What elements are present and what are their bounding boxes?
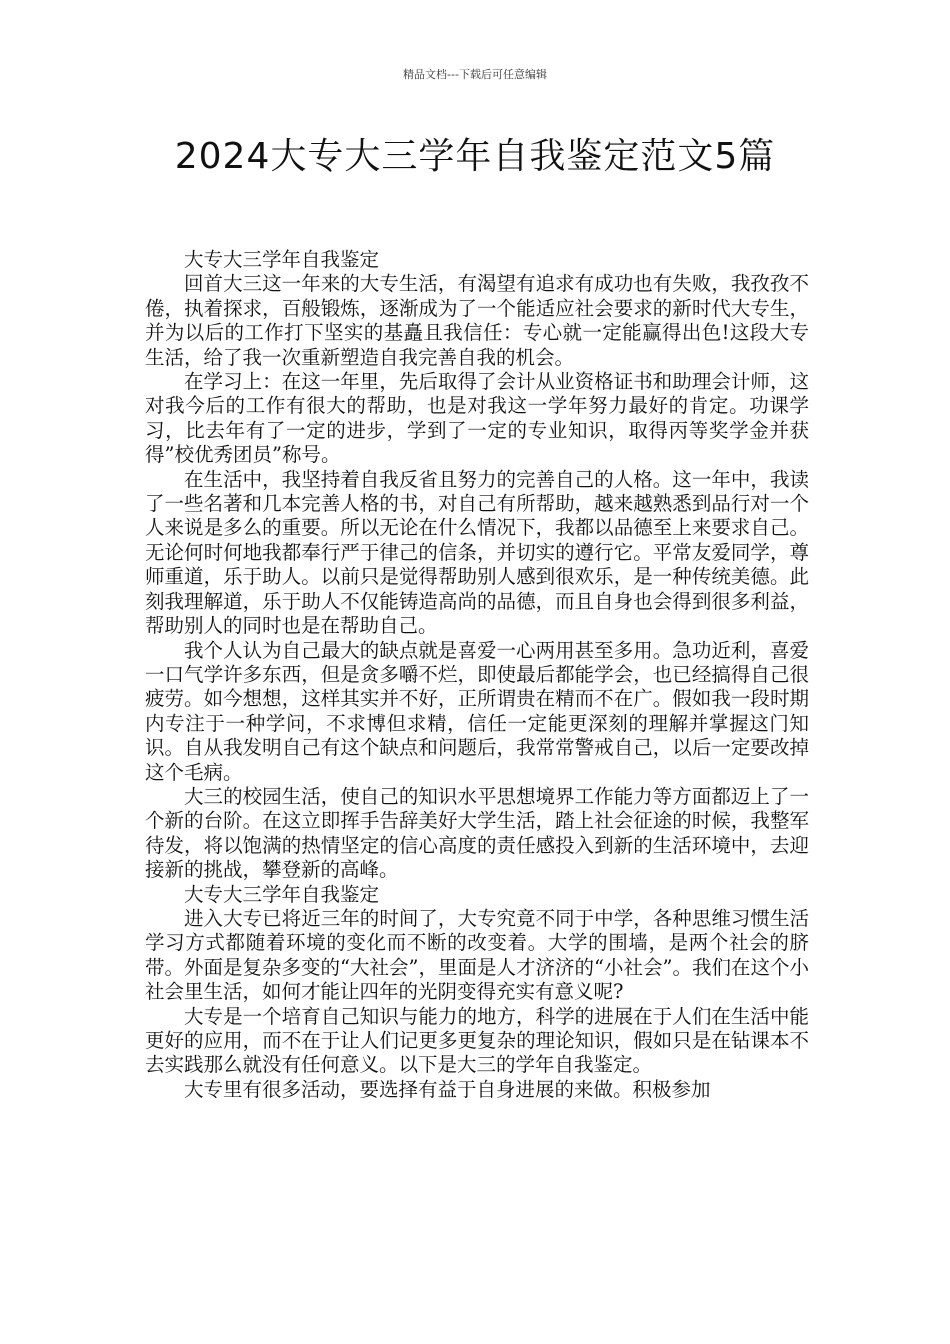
paragraph-4: 我个人认为自己最大的缺点就是喜爱一心两用甚至多用。急功近利，喜爱一口气学许多东西，但是贪多嚼不烂，即使最后都能学会，也已经搞得自己很疲劳。如今想想，这样其实并不好，正所谓贵在精而不在广。假如我一段时期内专注于一种学问，不求博但求精，信任一定能更深刻的理解并掌握这门知识。自从我发明自己有这个缺点和问题后，我常常警戒自己，以后一定要改掉这个毛病。 (145, 638, 809, 784)
paragraph-3: 在生活中，我坚持着自我反省且努力的完善自己的人格。这一年中，我读了一些名著和几本完善人格的书，对自己有所帮助，越来越熟悉到品行对一个人来说是多么的重要。所以无论在什么情况下，我都以品德至上来要求自己。无论何时何地我都奉行严于律己的信条，并切实的遵行它。平常友爱同学，尊师重道，乐于助人。以前只是觉得帮助别人感到很欢乐，是一种传统美德。此刻我理解道，乐于助人不仅能铸造高尚的品德，而且自身也会得到很多利益，帮助别人的同时也是在帮助自己。 (145, 467, 809, 638)
paragraph-6: 进入大专已将近三年的时间了，大专究竟不同于中学，各种思维习惯生活学习方式都随着环境的变化而不断的改变着。大学的围墙，是两个社会的脐带。外面是复杂多变的“大社会”，里面是人才济济的“小社会”。我们在这个小社会里生活，如何才能让四年的光阴变得充实有意义呢? (145, 906, 809, 1004)
paragraph-7: 大专是一个培育自己知识与能力的地方，科学的进展在于人们在生活中能更好的应用，而不在于让人们记更多更复杂的理论知识，假如只是在钻课本不去实践那么就没有任何意义。以下是大三的学年自我鉴定。 (145, 1004, 809, 1077)
paragraph-2: 在学习上：在这一年里，先后取得了会计从业资格证书和助理会计师，这对我今后的工作有很大的帮助，也是对我这一学年努力最好的肯定。功课学习，比去年有了一定的进步，学到了一定的专业知识，取得丙等奖学金并获得”校优秀团员”称号。 (145, 370, 809, 467)
header-note: 精品文档---下载后可任意编辑 (403, 68, 547, 81)
paragraph-5: 大三的校园生活，使自己的知识水平思想境界工作能力等方面都迈上了一个新的台阶。在这立即挥手告辞美好大学生活，踏上社会征途的时候，我整军待发，将以饱满的热情坚定的信心高度的责任感投入到新的生活环境中，去迎接新的挑战，攀登新的高峰。 (145, 784, 809, 882)
document-body (145, 248, 809, 1102)
section-heading-2: 大专大三学年自我鉴定 (184, 882, 380, 906)
paragraph-1: 回首大三这一年来的大专生活，有渴望有追求有成功也有失败，我孜孜不倦，执着探求，百般锻炼，逐渐成为了一个能适应社会要求的新时代大专生，并为以后的工作打下坚实的基矗且我信任：专心就一定能赢得出色!这段大专生活，给了我一次重新塑造自我完善自我的机会。 (145, 272, 809, 369)
document-title: 2024大专大三学年自我鉴定范文5篇 (174, 136, 776, 177)
section-heading-1: 大专大三学年自我鉴定 (184, 248, 380, 271)
paragraph-8: 大专里有很多活动，要选择有益于自身进展的来做。积极参加 (184, 1077, 711, 1101)
